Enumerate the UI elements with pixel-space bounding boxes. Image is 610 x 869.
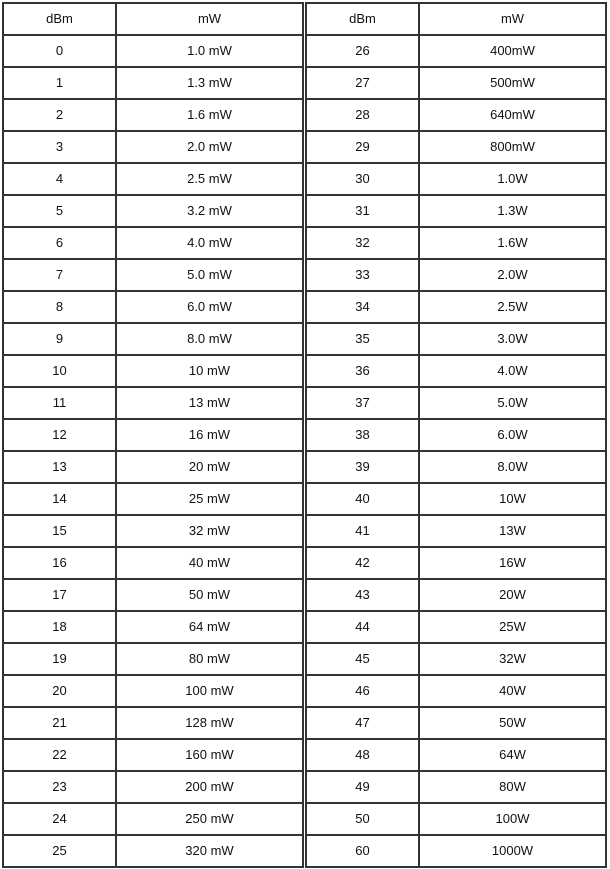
cell-mw: 320 mW [116, 835, 303, 867]
cell-dbm: 22 [3, 739, 116, 771]
cell-mw: 2.5W [419, 291, 606, 323]
table-row [306, 35, 606, 67]
cell-mw: 1.3W [419, 195, 606, 227]
table-row [3, 291, 303, 323]
cell-mw: 5.0 mW [116, 259, 303, 291]
header-dbm: dBm [306, 3, 419, 35]
cell-mw: 20 mW [116, 451, 303, 483]
cell-mw: 10W [419, 483, 606, 515]
conversion-table-left-wrapper [2, 2, 304, 866]
table-row [306, 419, 606, 451]
table-row [306, 259, 606, 291]
cell-mw: 64 mW [116, 611, 303, 643]
cell-dbm: 33 [306, 259, 419, 291]
cell-dbm: 1 [3, 67, 116, 99]
cell-dbm: 12 [3, 419, 116, 451]
table-row [3, 195, 303, 227]
table-header [3, 3, 303, 35]
cell-dbm: 44 [306, 611, 419, 643]
cell-dbm: 25 [3, 835, 116, 867]
table-row [306, 451, 606, 483]
cell-dbm: 30 [306, 163, 419, 195]
cell-mw: 2.0W [419, 259, 606, 291]
table-body [3, 35, 303, 867]
header-mw: mW [116, 3, 303, 35]
cell-dbm: 6 [3, 227, 116, 259]
cell-mw: 6.0 mW [116, 291, 303, 323]
cell-mw: 13 mW [116, 387, 303, 419]
cell-dbm: 34 [306, 291, 419, 323]
table-row [306, 195, 606, 227]
cell-mw: 5.0W [419, 387, 606, 419]
cell-dbm: 48 [306, 739, 419, 771]
cell-mw: 13W [419, 515, 606, 547]
cell-mw: 25W [419, 611, 606, 643]
cell-dbm: 10 [3, 355, 116, 387]
header-dbm: dBm [3, 3, 116, 35]
cell-mw: 250 mW [116, 803, 303, 835]
cell-mw: 6.0W [419, 419, 606, 451]
table-row [3, 419, 303, 451]
cell-dbm: 39 [306, 451, 419, 483]
cell-dbm: 36 [306, 355, 419, 387]
cell-dbm: 49 [306, 771, 419, 803]
cell-dbm: 20 [3, 675, 116, 707]
table-row [306, 579, 606, 611]
cell-dbm: 2 [3, 99, 116, 131]
table-row [3, 99, 303, 131]
table-row [306, 131, 606, 163]
cell-dbm: 50 [306, 803, 419, 835]
table-row [3, 835, 303, 867]
cell-mw: 1.6W [419, 227, 606, 259]
table-row [3, 771, 303, 803]
table-row [306, 227, 606, 259]
header-row [306, 3, 606, 35]
table-header [306, 3, 606, 35]
table-row [306, 771, 606, 803]
cell-dbm: 3 [3, 131, 116, 163]
cell-dbm: 46 [306, 675, 419, 707]
cell-mw: 40W [419, 675, 606, 707]
cell-dbm: 60 [306, 835, 419, 867]
cell-mw: 200 mW [116, 771, 303, 803]
cell-mw: 3.0W [419, 323, 606, 355]
table-row [306, 547, 606, 579]
cell-mw: 40 mW [116, 547, 303, 579]
table-row [3, 227, 303, 259]
cell-dbm: 7 [3, 259, 116, 291]
cell-dbm: 37 [306, 387, 419, 419]
cell-mw: 2.5 mW [116, 163, 303, 195]
table-row [3, 35, 303, 67]
cell-dbm: 42 [306, 547, 419, 579]
table-row [306, 355, 606, 387]
cell-mw: 3.2 mW [116, 195, 303, 227]
table-row [3, 355, 303, 387]
table-row [3, 163, 303, 195]
cell-mw: 100 mW [116, 675, 303, 707]
conversion-table-right [305, 2, 607, 868]
header-row [3, 3, 303, 35]
cell-mw: 25 mW [116, 483, 303, 515]
table-row [3, 323, 303, 355]
table-row [3, 515, 303, 547]
cell-dbm: 13 [3, 451, 116, 483]
table-row [306, 67, 606, 99]
cell-dbm: 17 [3, 579, 116, 611]
cell-dbm: 38 [306, 419, 419, 451]
cell-mw: 1.3 mW [116, 67, 303, 99]
table-row [306, 323, 606, 355]
table-row [306, 707, 606, 739]
table-row [3, 611, 303, 643]
conversion-table-right-wrapper [305, 2, 607, 866]
cell-dbm: 41 [306, 515, 419, 547]
cell-mw: 4.0 mW [116, 227, 303, 259]
cell-mw: 100W [419, 803, 606, 835]
cell-mw: 1.0 mW [116, 35, 303, 67]
cell-mw: 400mW [419, 35, 606, 67]
cell-dbm: 32 [306, 227, 419, 259]
cell-mw: 8.0 mW [116, 323, 303, 355]
cell-mw: 1.0W [419, 163, 606, 195]
cell-mw: 4.0W [419, 355, 606, 387]
table-row [3, 483, 303, 515]
cell-dbm: 14 [3, 483, 116, 515]
table-row [306, 291, 606, 323]
cell-dbm: 45 [306, 643, 419, 675]
cell-mw: 2.0 mW [116, 131, 303, 163]
cell-dbm: 28 [306, 99, 419, 131]
table-row [3, 451, 303, 483]
table-row [306, 611, 606, 643]
cell-mw: 500mW [419, 67, 606, 99]
cell-dbm: 40 [306, 483, 419, 515]
cell-dbm: 27 [306, 67, 419, 99]
cell-mw: 50 mW [116, 579, 303, 611]
cell-mw: 128 mW [116, 707, 303, 739]
table-row [306, 99, 606, 131]
cell-dbm: 5 [3, 195, 116, 227]
header-mw: mW [419, 3, 606, 35]
table-row [306, 803, 606, 835]
cell-mw: 1000W [419, 835, 606, 867]
cell-mw: 16W [419, 547, 606, 579]
cell-dbm: 35 [306, 323, 419, 355]
conversion-table-left [2, 2, 304, 868]
table-row [306, 739, 606, 771]
cell-mw: 32 mW [116, 515, 303, 547]
table-row [306, 163, 606, 195]
table-body [306, 35, 606, 867]
table-row [306, 675, 606, 707]
cell-dbm: 23 [3, 771, 116, 803]
table-row [306, 483, 606, 515]
cell-mw: 800mW [419, 131, 606, 163]
table-row [3, 739, 303, 771]
cell-dbm: 43 [306, 579, 419, 611]
cell-dbm: 31 [306, 195, 419, 227]
cell-dbm: 15 [3, 515, 116, 547]
cell-mw: 16 mW [116, 419, 303, 451]
table-row [306, 515, 606, 547]
cell-dbm: 16 [3, 547, 116, 579]
table-row [3, 131, 303, 163]
table-row [306, 643, 606, 675]
table-row [3, 707, 303, 739]
table-row [3, 579, 303, 611]
cell-dbm: 11 [3, 387, 116, 419]
cell-mw: 64W [419, 739, 606, 771]
cell-dbm: 8 [3, 291, 116, 323]
cell-mw: 10 mW [116, 355, 303, 387]
cell-dbm: 18 [3, 611, 116, 643]
cell-dbm: 21 [3, 707, 116, 739]
cell-dbm: 26 [306, 35, 419, 67]
table-row [3, 259, 303, 291]
table-row [3, 547, 303, 579]
cell-dbm: 29 [306, 131, 419, 163]
cell-mw: 640mW [419, 99, 606, 131]
cell-mw: 160 mW [116, 739, 303, 771]
table-row [3, 67, 303, 99]
cell-dbm: 24 [3, 803, 116, 835]
table-row [3, 803, 303, 835]
cell-dbm: 0 [3, 35, 116, 67]
cell-mw: 50W [419, 707, 606, 739]
cell-mw: 1.6 mW [116, 99, 303, 131]
cell-mw: 20W [419, 579, 606, 611]
cell-mw: 8.0W [419, 451, 606, 483]
cell-dbm: 47 [306, 707, 419, 739]
cell-mw: 80 mW [116, 643, 303, 675]
table-row [3, 675, 303, 707]
cell-dbm: 4 [3, 163, 116, 195]
cell-dbm: 19 [3, 643, 116, 675]
cell-mw: 80W [419, 771, 606, 803]
cell-dbm: 9 [3, 323, 116, 355]
cell-mw: 32W [419, 643, 606, 675]
table-row [306, 835, 606, 867]
table-row [306, 387, 606, 419]
table-row [3, 387, 303, 419]
table-row [3, 643, 303, 675]
